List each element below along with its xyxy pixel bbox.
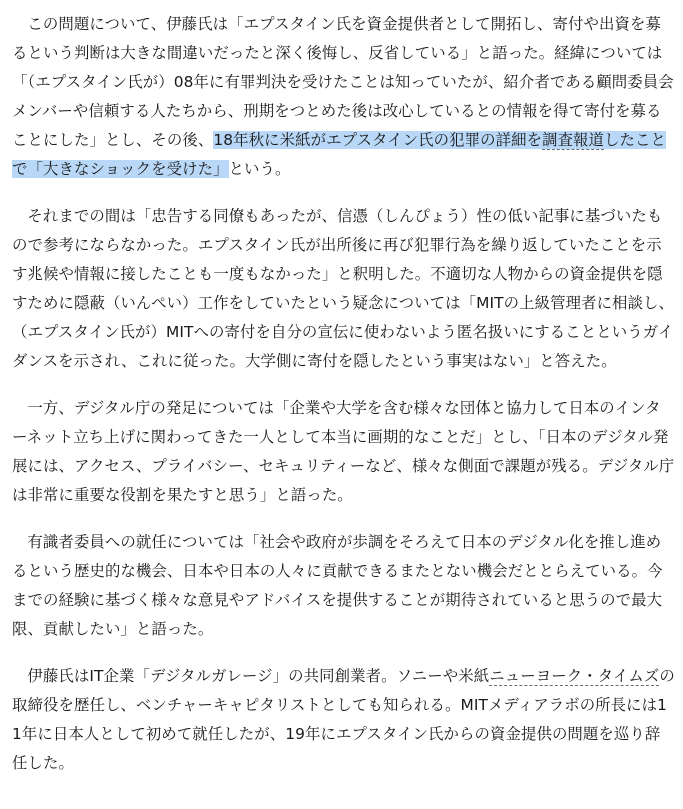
paragraph-3: 一方、デジタル庁の発足については「企業や大学を含む様々な団体と協力して日本のインターネット立ち上げに関わってきた一人として本当に画期的なことだ」とし、「日本のデジタル発展には、アクセス、プライバシー、セキュリティーなど、様々な側面で課題が残る。デジタル庁は非常に重要な役割を果たすと思う」と語った。 [12,399,675,504]
selected-text-part-1: 18年秋に米紙がエプスタイン氏の犯罪の詳細を [213,131,543,149]
paragraph-1 [12,0,675,184]
paragraph-5-text: 伊藤氏はIT企業「デジタルガレージ」の共同創業者。ソニーや米紙 [27,667,490,685]
selected-text-part-2: したことで「大きなショックを受けた」 [12,131,667,178]
new-york-times-link[interactable]: ニューヨーク・タイムズ [489,667,660,685]
paragraph-1-text: この問題について、伊藤氏は「エプスタイン氏を資金提供者として開拓し、寄付や出資を募るという判断は大きな間違いだったと深く後悔し、反省している」と語った。経緯については「（エプスタイン氏が）08年に有罪判決を受けたことは知っていたが、紹介者である顧問委員会メンバーや信頼する人たちから、刑期をつとめた後は改心しているとの情報を得て寄付を募ることにした」とし、その後、 [12,15,674,149]
paragraph-5-ending: の取締役を歴任し、ベンチャーキャピタリストとしても知られる。MITメディアラボの所長には11年に日本人として初めて就任したが、19年にエプスタイン氏からの資金提供の問題を巡り辞任した。 [12,667,675,772]
paragraph-1-ending: という。 [228,160,291,178]
paragraph-2: それまでの間は「忠告する同僚もあったが、信憑（しんぴょう）性の低い記事に基づいたもので参考にならなかった。エプスタイン氏が出所後に再び犯罪行為を繰り返していたことを示す兆候や情報に接したことも一度もなかった」と釈明した。不適切な人物からの資金提供を隠すために隠蔽（いんぺい）工作をしていたという疑念については「MITの上級管理者に相談し、（エプスタイン氏が）MITへの寄付を自分の宣伝に使わないよう匿名扱いにすることというガイダンスを示され、これに従った。大学側に寄付を隠したという事実はない」と答えた。 [12,207,675,370]
paragraph-5 [12,662,675,778]
paragraph-4: 有識者委員への就任については「社会や政府が歩調をそろえて日本のデジタル化を推し進めるという歴史的な機会、日本や日本の人々に貢献できるまたとない機会だととらえている。今までの経験に基づく様々な意見やアドバイスを提供することが期待されていると思うので最大限、貢献したい」と語った。 [12,533,663,638]
investigative-report-link[interactable]: 調査報道 [542,131,605,149]
